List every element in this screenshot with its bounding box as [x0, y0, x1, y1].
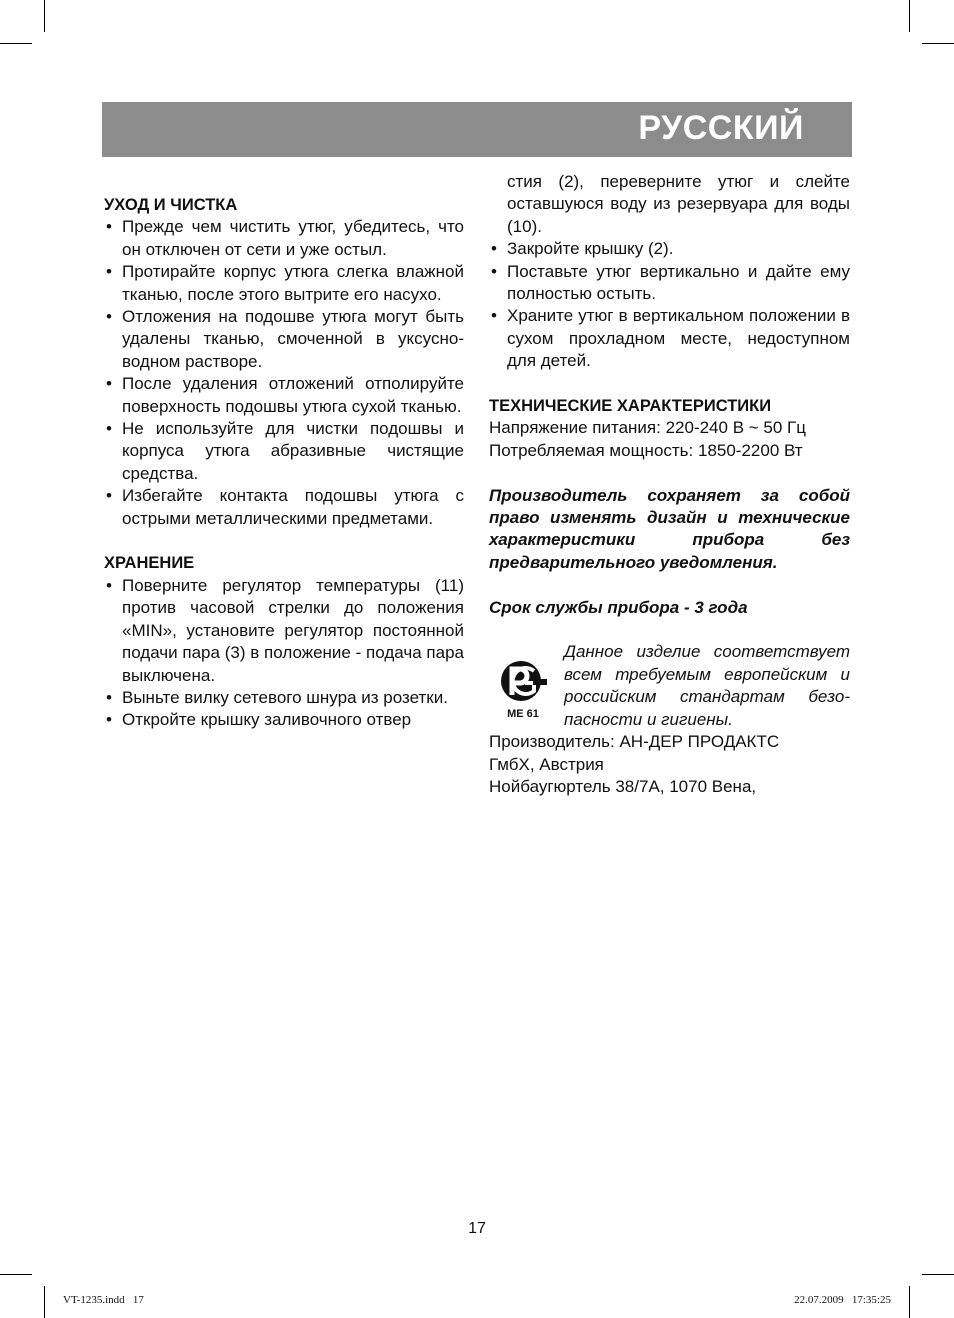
certification-block [489, 641, 850, 731]
list-item: • Протирайте корпус утюга слегка влажной тканью, после этого вытрите его насухо. [104, 261, 464, 306]
manufacturer-address: Нойбаугюртель 38/7А, 1070 Вена, [489, 777, 757, 797]
footer-file: VT-1235.indd 17 [63, 1294, 144, 1306]
list-item: • Избегайте контакта подошвы утюга с острыми металлическими предметами. [104, 485, 464, 530]
list-item: • После удаления отложений отполируйте поверхность подошвы утюга сухой тканью. [104, 373, 464, 418]
list-item: • Отложения на подошве утюга могут быть удалены тканью, смоченной в уксусно-водном растворе. [104, 306, 464, 373]
service-life: Срок службы прибора - 3 года [489, 597, 748, 617]
storage-list-continued [489, 238, 850, 372]
care-heading: УХОД И ЧИСТКА [104, 196, 238, 214]
list-item: • Поставьте утюг вертикально и дайте ему полностью остыть. [489, 261, 850, 306]
storage-continuation: стия (2), переверните утюг и слейте оставшуюся воду из резервуара для воды (10). [507, 172, 850, 236]
crop-mark [922, 43, 954, 44]
list-item: • Прежде чем чистить утюг, убедитесь, что он отключен от сети и уже остыл. [104, 216, 464, 261]
design-change-notice: Производитель сохраняет за собой право изменять дизайн и технические характеристики прибора без предварительного уведомления. [489, 485, 850, 572]
language-banner [102, 102, 852, 157]
certification-text: Данное изделие соответствует всем требуемым европейским и российским стандартам безопасности и гигиены. [564, 642, 850, 729]
list-item: • Не используйте для чистки подошвы и корпуса утюга абразивные чистящие средства. [104, 418, 464, 485]
manufacturer-line: ГмбХ, Австрия [489, 754, 604, 774]
storage-list [104, 575, 464, 732]
crop-mark [44, 0, 45, 32]
spec-power: Потребляемая мощность: 1850-2200 Вт [489, 440, 803, 460]
right-column [489, 171, 850, 799]
crop-mark [922, 1274, 954, 1275]
list-item: • Поверните регулятор температуры (11) против часовой стрелки до положения «MIN», установите регулятор постоянной подачи пара (3) в положение - подача пара выключена. [104, 575, 464, 687]
page-number: 17 [468, 1220, 486, 1237]
left-column [104, 194, 464, 732]
crop-mark [44, 1286, 45, 1318]
spec-voltage: Напряжение питания: 220-240 В ~ 50 Гц [489, 418, 806, 438]
specs-heading: ТЕХНИЧЕСКИЕ ХАРАКТЕРИСТИКИ [489, 397, 772, 416]
list-item: • Выньте вилку сетевого шнура из розетки. [104, 687, 464, 709]
storage-heading: ХРАНЕНИЕ [104, 554, 195, 573]
rst-certification-icon [497, 659, 553, 719]
list-item: • Откройте крышку заливочного отвер [104, 709, 464, 731]
cert-code: МЕ 61 [507, 708, 539, 720]
crop-mark [0, 43, 32, 44]
manufacturer-line: Производитель: АН-ДЕР ПРОДАКТС [489, 732, 780, 752]
footer-timestamp: 22.07.2009 17:35:25 [794, 1294, 891, 1306]
list-item: • Закройте крышку (2). [489, 238, 850, 260]
care-list [104, 216, 464, 530]
list-item: • Храните утюг в вертикальном положении в сухом прохладном месте, недоступном для детей. [489, 305, 850, 372]
crop-mark [909, 0, 910, 32]
crop-mark [0, 1274, 32, 1275]
language-title: РУССКИЙ [638, 109, 804, 147]
crop-mark [909, 1286, 910, 1318]
